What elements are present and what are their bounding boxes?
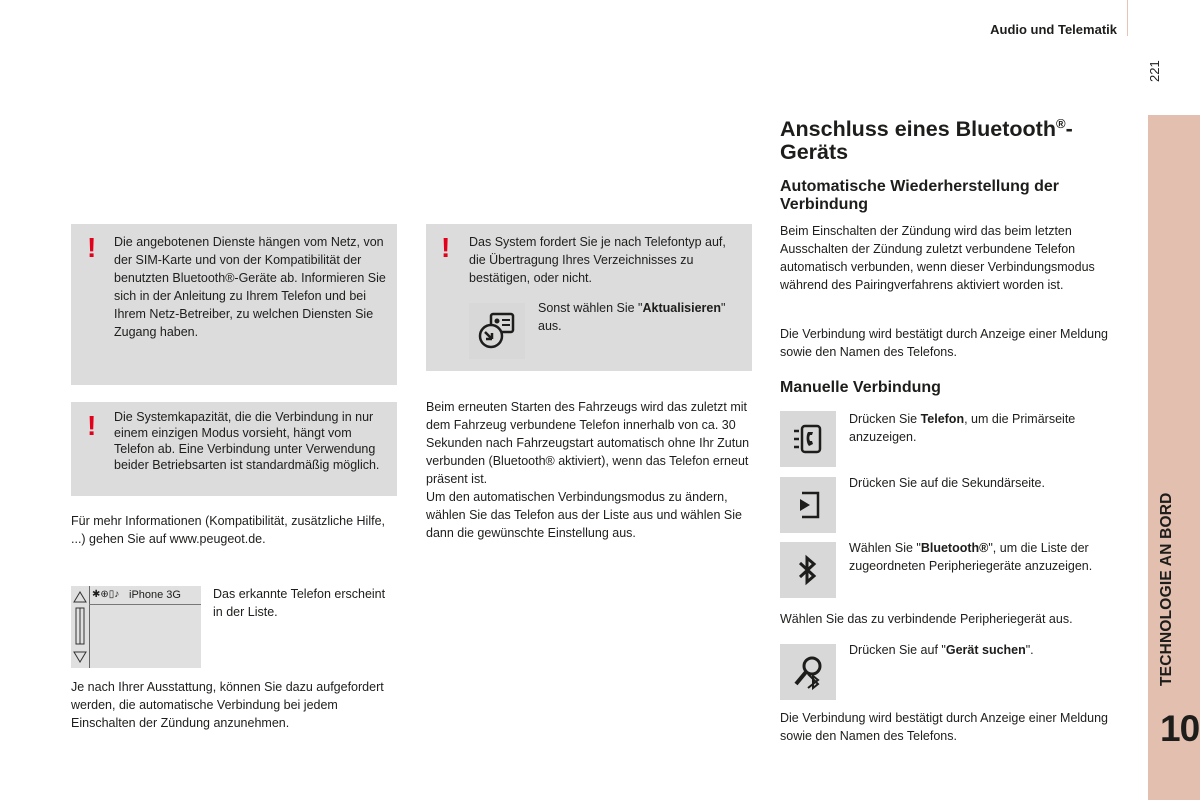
page-title (780, 115, 1120, 164)
header-divider (1127, 0, 1128, 36)
text-segment: ", um die Liste der zugeordneten Peripheriegeräte anzuzeigen. (849, 541, 1093, 573)
warning-note-capacity-text: Die Systemkapazität, die die Verbindung in nur einem einzigen Modus vorsieht, hängt vom Telefon ab. Eine Verbindung unter Verwendung beider Betriebsarten ist standardmäßig möglich. (114, 410, 380, 472)
title-text: Anschluss eines Bluetooth (780, 117, 1056, 141)
telephone-label: Telefon (920, 412, 965, 426)
warning-note-directory-text: Das System fordert Sie je nach Telefontyp auf, die Übertragung Ihres Verzeichnisses zu bestätigen, oder nicht. (469, 235, 726, 285)
auto-text: Beim Einschalten der Zündung wird das beim letzten Ausschalten der Zündung zuletzt verbundene Telefon automatisch verbunden, wenn dieser Verbindungsmodus während des Pairingverfahrens aktiviert worden ist. (780, 224, 1095, 292)
text-segment: Sonst wählen Sie " (538, 301, 643, 315)
manual-confirm-text: Die Verbindung wird bestätigt durch Anzeige einer Meldung sowie den Namen des Telefons. (780, 711, 1108, 743)
warning-icon: ! (87, 410, 97, 441)
text-segment: Drücken Sie auf " (849, 643, 946, 657)
bluetooth-icon: ✱⊕▯♪ (92, 589, 120, 600)
update-label: Aktualisieren (642, 301, 722, 315)
text-segment: Drücken Sie (849, 412, 921, 426)
text-segment: ". (1025, 643, 1034, 657)
secondary-page-button[interactable] (780, 477, 836, 533)
page-number-text: 221 (1147, 60, 1162, 82)
manual-heading: Manuelle Verbindung (780, 379, 941, 396)
bluetooth-icon (788, 550, 828, 590)
scrollbar (71, 586, 90, 668)
warning-note-services-text: Die angebotenen Dienste hängen vom Netz, von der SIM-Karte und von der Kompatibilität der benutzten Bluetooth®-Geräte ab. Informieren Sie sich in der Anleitung zu Ihrem Telefon und bei Ihrem Netz-Betreiber, zu welchen Diensten Sie Zugang haben. (114, 235, 386, 339)
telephone-button[interactable] (780, 411, 836, 467)
step4-text (849, 641, 1109, 659)
warning-note-services (71, 224, 397, 385)
step3-text (849, 539, 1109, 575)
chapter-side-label: TECHNOLOGIE AN BORD (1158, 492, 1175, 686)
page-number (1147, 52, 1162, 82)
running-header: Audio und Telematik (990, 22, 1117, 37)
more-info-text: Für mehr Informationen (Kompatibilität, zusätzliche Hilfe, ...) gehen Sie auf www.peugeot.de. (71, 514, 386, 546)
update-contacts-button[interactable] (469, 303, 525, 359)
select-device-text: Wählen Sie das zu verbindende Peripheriegerät aus. (780, 612, 1073, 626)
auto-connect-prompt-text: Je nach Ihrer Ausstattung, können Sie dazu aufgefordert werden, die automatische Verbindung bei jedem Einschalten der Zündung anzunehmen. (71, 680, 384, 730)
scrollbar-icon (71, 586, 89, 668)
bluetooth-label: Bluetooth® (920, 541, 989, 555)
auto-heading: Automatische Wiederherstellung der Verbindung (780, 178, 1060, 213)
chapter-number: 10 (1160, 708, 1200, 749)
search-device-label: Gerät suchen (945, 643, 1026, 657)
phone-list-screen (71, 586, 201, 668)
title-reg-mark: ® (1055, 115, 1066, 131)
phone-list-row[interactable] (89, 586, 201, 605)
title-text-line2: Geräts (780, 140, 849, 164)
warning-note-directory (426, 224, 752, 371)
step2-text: Drücken Sie auf die Sekundärseite. (849, 476, 1045, 490)
bluetooth-button[interactable] (780, 542, 836, 598)
screen-caption: Das erkannte Telefon erscheint in der Liste. (213, 587, 386, 619)
phone-icon (788, 419, 828, 459)
change-mode-text: Um den automatischen Verbindungsmodus zu ändern, wählen Sie das Telefon aus der Liste aus und wählen Sie dann die gewünschte Einstellung aus. (426, 490, 742, 540)
step1-text (849, 410, 1109, 446)
warning-icon: ! (87, 232, 97, 263)
warning-note-capacity (71, 402, 397, 496)
warning-icon: ! (441, 232, 451, 263)
text-segment: " aus. (538, 301, 726, 333)
auto-confirm-text: Die Verbindung wird bestätigt durch Anzeige einer Meldung sowie den Namen des Telefons. (780, 327, 1108, 359)
auto-reconnect-text: Beim erneuten Starten des Fahrzeugs wird das zuletzt mit dem Fahrzeug verbundene Telefon innerhalb von ca. 30 Sekunden nach Fahrzeugstart automatisch ohne Ihr Zutun verbunden (Bluetooth® aktiviert), wenn das Telefon erneut präsent ist. (426, 400, 750, 486)
update-contacts-icon (477, 312, 517, 350)
text-segment: Wählen Sie " (849, 541, 921, 555)
search-device-button[interactable] (780, 644, 836, 700)
title-hyphen: - (1065, 117, 1073, 141)
phone-name: iPhone 3G (129, 589, 181, 601)
search-device-icon (788, 652, 828, 692)
secondary-page-icon (788, 485, 828, 525)
update-contacts-text (538, 299, 748, 335)
text-segment: , um die Primärseite anzuzeigen. (849, 412, 1076, 444)
